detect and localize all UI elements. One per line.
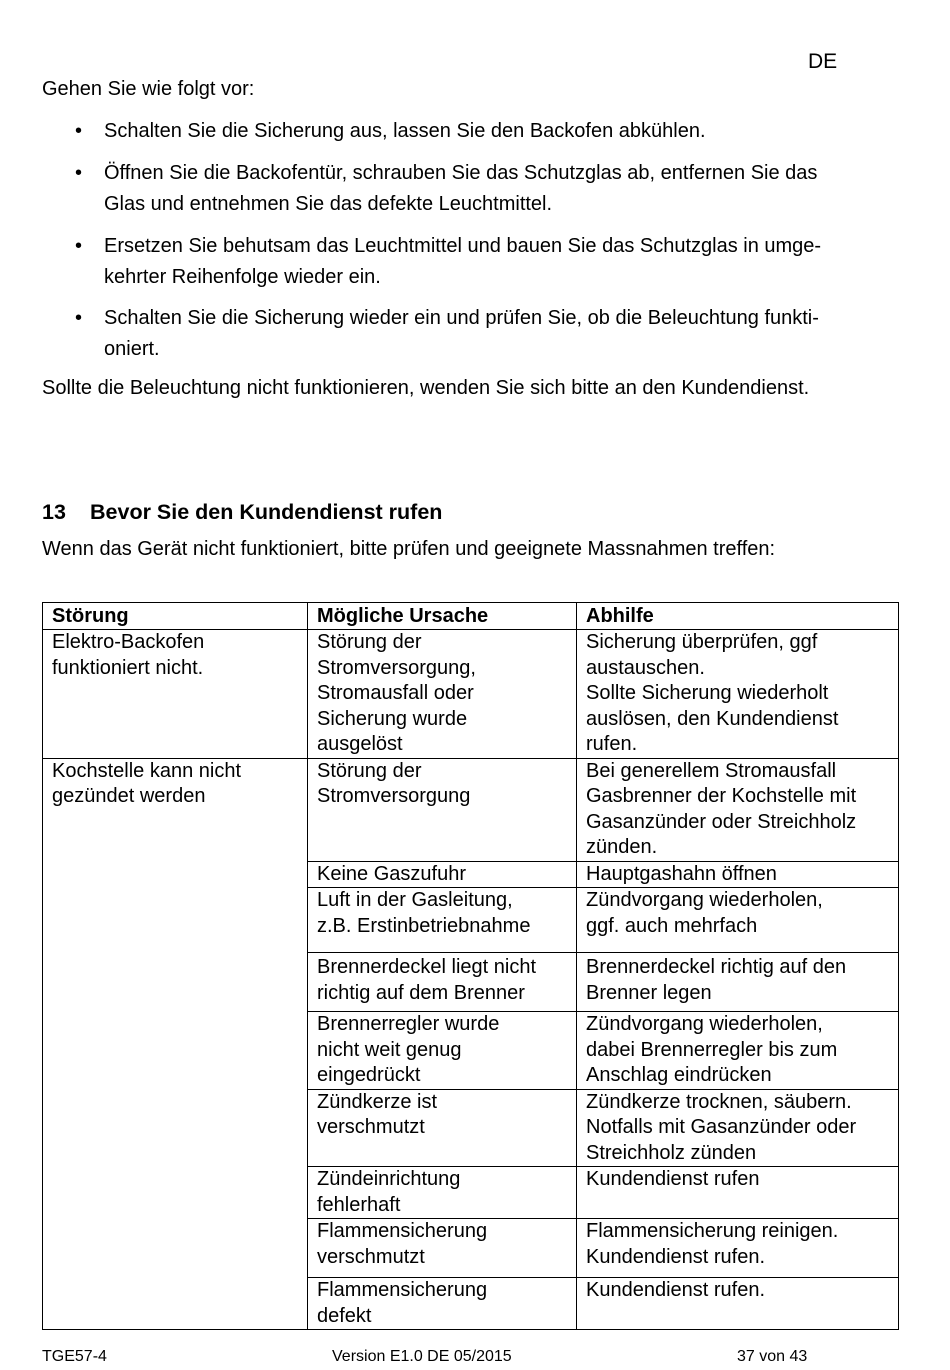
language-code: DE [808,50,838,73]
intro-text: Gehen Sie wie folgt vor: [42,78,255,100]
cell-stoerung: Elektro-Backofen funktioniert nicht. [43,630,308,759]
cell-ursache: Zündkerze ist verschmutzt [308,1089,577,1167]
bullet-icon: • [75,235,83,257]
cell-abhilfe: Flammensicherung reinigen. Kundendienst rufen. [577,1219,899,1278]
bullet-icon: • [75,120,83,142]
cell-abhilfe: Hauptgashahn öffnen [577,861,899,888]
header-ursache: Mögliche Ursache [308,603,577,630]
cell-ursache: Keine Gaszufuhr [308,861,577,888]
troubleshooting-table [42,602,899,1330]
section-title: Bevor Sie den Kundendienst rufen [90,500,443,524]
footer-page-number: 37 von 43 [737,1348,808,1365]
table-row [43,758,899,861]
cell-abhilfe: Bei generellem Stromausfall Gasbrenner der Kochstelle mit Gasanzünder oder Streichholz zünden. [577,758,899,861]
section-intro: Wenn das Gerät nicht funktioniert, bitte prüfen und geeignete Massnahmen treffen: [42,538,776,560]
cell-ursache: Zündeinrichtung fehlerhaft [308,1167,577,1219]
cell-abhilfe: Zündkerze trocknen, säubern. Notfalls mit Gasanzünder oder Streichholz zünden [577,1089,899,1167]
header-stoerung: Störung [43,603,308,630]
cell-abhilfe: Kundendienst rufen [577,1167,899,1219]
bullet-icon: • [75,307,83,329]
cell-ursache: Flammensicherung verschmutzt [308,1219,577,1278]
step-2: Öffnen Sie die Backofentür, schrauben Sie das Schutzglas ab, entfernen Sie das Glas und entnehmen Sie das defekte Leuchtmittel. [104,162,818,215]
header-abhilfe: Abhilfe [577,603,899,630]
cell-stoerung: Kochstelle kann nicht gezündet werden [43,758,308,1330]
cell-ursache: Brennerdeckel liegt nicht richtig auf dem Brenner [308,953,577,1012]
cell-abhilfe: Zündvorgang wiederholen, dabei Brennerregler bis zum Anschlag eindrücken [577,1012,899,1090]
footer-version: Version E1.0 DE 05/2015 [332,1348,512,1365]
cell-abhilfe: Brennerdeckel richtig auf den Brenner legen [577,953,899,1012]
section-number: 13 [42,500,66,524]
cell-ursache: Störung der Stromversorgung, Stromausfall oder Sicherung wurde ausgelöst [308,630,577,759]
step-4: Schalten Sie die Sicherung wieder ein und prüfen Sie, ob die Beleuchtung funkti- oniert. [104,307,819,360]
section-heading [42,497,442,528]
table-header-row [43,603,899,630]
cell-ursache: Störung der Stromversorgung [308,758,577,861]
cell-abhilfe: Kundendienst rufen. [577,1278,899,1330]
cell-ursache: Brennerregler wurde nicht weit genug eingedrückt [308,1012,577,1090]
step-3: Ersetzen Sie behutsam das Leuchtmittel und bauen Sie das Schutzglas in umge- kehrter Reihenfolge wieder ein. [104,235,822,288]
closing-text: Sollte die Beleuchtung nicht funktionieren, wenden Sie sich bitte an den Kundendienst. [42,377,810,399]
cell-ursache: Luft in der Gasleitung, z.B. Erstinbetriebnahme [308,888,577,953]
table-row [43,630,899,759]
step-1: Schalten Sie die Sicherung aus, lassen Sie den Backofen abkühlen. [104,120,706,142]
cell-abhilfe: Sicherung überprüfen, ggf austauschen. Sollte Sicherung wiederholt auslösen, den Kundendienst rufen. [577,630,899,759]
footer-model: TGE57-4 [42,1348,107,1365]
bullet-icon: • [75,162,83,184]
cell-ursache: Flammensicherung defekt [308,1278,577,1330]
cell-abhilfe: Zündvorgang wiederholen, ggf. auch mehrfach [577,888,899,953]
